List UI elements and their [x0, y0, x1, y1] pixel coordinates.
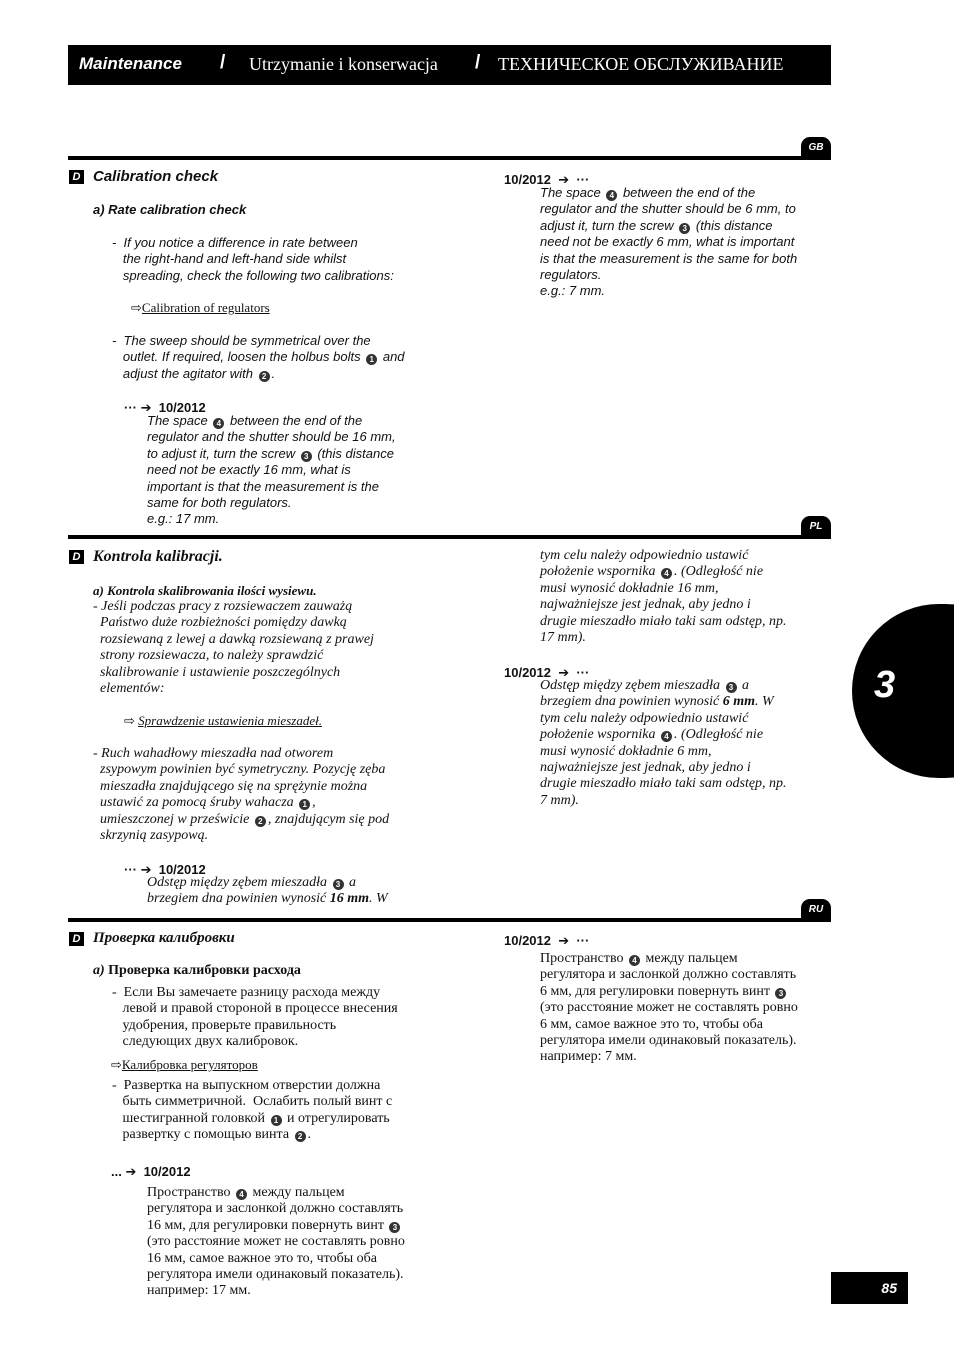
- paragraph-text: - Ruch wahadłowy mieszadła nad otworem zsypowym powinien być symetryczny. Pozycję zęba mieszadła znajdującego się na sprężynie można ustawić za pomocą śruby wahacza 1 , umieszczonej w prześwicie 2 , znajdującym się pod skrzynią zasypową.: [93, 746, 390, 844]
- callout-3-icon: 3: [301, 451, 312, 462]
- callout-3-icon: 3: [333, 879, 344, 890]
- language-tab-gb: GB: [801, 137, 831, 158]
- callout-4-icon: 4: [236, 1189, 247, 1200]
- callout-4-icon: 4: [661, 568, 672, 579]
- paragraph-text: - Если Вы замечаете разницу расхода между левой и правой стороной в процессе внесения удобрения, проверьте правильность следующих двух калибровок.: [112, 985, 398, 1050]
- callout-3-icon: 3: [679, 223, 690, 234]
- section-d-label: D: [69, 932, 84, 946]
- language-tab-ru: RU: [801, 899, 831, 920]
- version-marker: 10/2012 ➔ ···: [504, 665, 590, 680]
- cross-reference-link[interactable]: Calibration of regulators: [141, 300, 270, 315]
- callout-2-icon: 2: [255, 816, 266, 827]
- arrow-icon: ⇨: [124, 713, 135, 728]
- subsection-title: a) Проверка калибровки расхода: [93, 963, 301, 978]
- section-title: Kontrola kalibracji.: [93, 548, 223, 565]
- section-title: Проверка калибровки: [93, 930, 235, 946]
- header-title-ru: ТЕХНИЧЕСКОЕ ОБСЛУЖИВАНИЕ: [498, 54, 784, 74]
- subsection-title: a) Kontrola skalibrowania ilości wysiewu.: [93, 583, 317, 598]
- callout-4-icon: 4: [629, 955, 640, 966]
- chapter-number: 3: [874, 664, 896, 706]
- paragraph-text: - Jeśli podczas pracy z rozsiewaczem zauważą Państwo duże rozbieżności pomiędzy dawką rozsiewaną z lewej a dawką rozsiewaną z prawej strony rozsiewacza, to należy sprawdzić skalibrowanie i ustawienie poszczególnych elementów:: [93, 599, 374, 697]
- section-divider: [68, 535, 831, 539]
- cross-reference-link[interactable]: Калибровка регуляторов: [121, 1057, 258, 1072]
- callout-2-icon: 2: [259, 371, 270, 382]
- paragraph-text: The space 4 between the end of the regulator and the shutter should be 6 mm, to adjust it, turn the screw 3 (this distance need not be exactly 6 mm, what is important is that the measurement is the same for both regulators. e.g.: 7 mm.: [540, 185, 798, 299]
- callout-2-icon: 2: [295, 1131, 306, 1142]
- section-divider: [68, 918, 831, 922]
- callout-3-icon: 3: [726, 682, 737, 693]
- language-tab-pl: PL: [801, 516, 831, 537]
- page-number: 85: [831, 1272, 908, 1304]
- arrow-icon: ⇨: [111, 1057, 122, 1072]
- subsection-title: a) Rate calibration check: [93, 202, 247, 217]
- cross-reference: [124, 713, 322, 729]
- callout-4-icon: 4: [213, 418, 224, 429]
- paragraph-text: tym celu należy odpowiednio ustawić położenie wspornika 4 . (Odległość nie musi wynosić dokładnie 16 mm, najważniejsze jest jednak, aby jedno i drugie mieszadło miało taki sam odstęp, np. 17 mm).: [540, 548, 787, 646]
- chapter-tab: [852, 604, 954, 778]
- callout-1-icon: 1: [366, 354, 377, 365]
- paragraph-text: - The sweep should be symmetrical over the outlet. If required, loosen the holbus bolts 1 and adjust the agitator with 2 .: [112, 333, 405, 381]
- paragraph-text: Пространство 4 между пальцем регулятора и заслонкой должно составлять 6 мм, для регулировки повернуть винт 3 (это расстояние может не составлять ровно 6 мм, самое важное это то, чтобы оба регулятора имели одинаковый показатель). например: 7 мм.: [540, 951, 798, 1065]
- version-marker: ··· ➔ 10/2012: [124, 862, 206, 877]
- paragraph-text: - If you notice a difference in rate between the right-hand and left-hand side whilst spreading, check the following two calibrations:: [112, 235, 394, 283]
- callout-4-icon: 4: [661, 731, 672, 742]
- callout-4-icon: 4: [606, 190, 617, 201]
- paragraph-text: Пространство 4 между пальцем регулятора и заслонкой должно составлять 16 мм, для регулировки повернуть винт 3 (это расстояние может не составлять ровно 16 мм, самое важное это то, чтобы оба регулятора имели одинаковый показатель). например: 17 мм.: [147, 1185, 405, 1299]
- paragraph-text: Odstęp między zębem mieszadła 3 a brzegiem dna powinien wynosić 16 mm. W: [147, 875, 388, 907]
- callout-3-icon: 3: [775, 988, 786, 999]
- header-title-en: Maintenance: [79, 54, 182, 73]
- version-marker: 10/2012 ➔ ···: [504, 933, 590, 948]
- paragraph-text: - Развертка на выпускном отверстии должна быть симметричной. Ослабить полый винт с шестигранной головкой 1 и отрегулировать развертку с помощью винта 2 .: [112, 1078, 393, 1143]
- section-divider: [68, 156, 831, 160]
- cross-reference: [111, 1057, 258, 1073]
- callout-3-icon: 3: [389, 1222, 400, 1233]
- callout-1-icon: 1: [271, 1115, 282, 1126]
- header-title-pl: Utrzymanie i konserwacja: [249, 54, 438, 74]
- cross-reference: [131, 300, 270, 316]
- section-title: Calibration check: [93, 168, 219, 185]
- header-separator: /: [220, 52, 226, 73]
- section-d-label: D: [69, 170, 84, 184]
- version-marker: ··· ➔ 10/2012: [124, 400, 206, 415]
- header-separator: /: [475, 52, 481, 73]
- paragraph-text: Odstęp między zębem mieszadła 3 a brzegiem dna powinien wynosić 6 mm. W tym celu należy odpowiednio ustawić położenie wspornika 4 . (Odległość nie musi wynosić dokładnie 6 mm, najważniejsze jest jednak, aby jedno i drugie mieszadło miało taki sam odstęp, np. 7 mm).: [540, 678, 787, 808]
- cross-reference-link[interactable]: Sprawdzenie ustawienia mieszadeł.: [138, 713, 322, 728]
- section-d-label: D: [69, 550, 84, 564]
- arrow-icon: ⇨: [131, 300, 142, 315]
- header-bar: [68, 45, 831, 85]
- paragraph-text: The space 4 between the end of the regulator and the shutter should be 16 mm, to adjust it, turn the screw 3 (this distance need not be exactly 16 mm, what is important is that the measurement is the same for both regulators. e.g.: 17 mm.: [147, 413, 396, 527]
- version-marker: 10/2012 ➔ ···: [504, 172, 590, 187]
- callout-1-icon: 1: [299, 799, 310, 810]
- version-marker: ... ➔ 10/2012: [111, 1164, 191, 1179]
